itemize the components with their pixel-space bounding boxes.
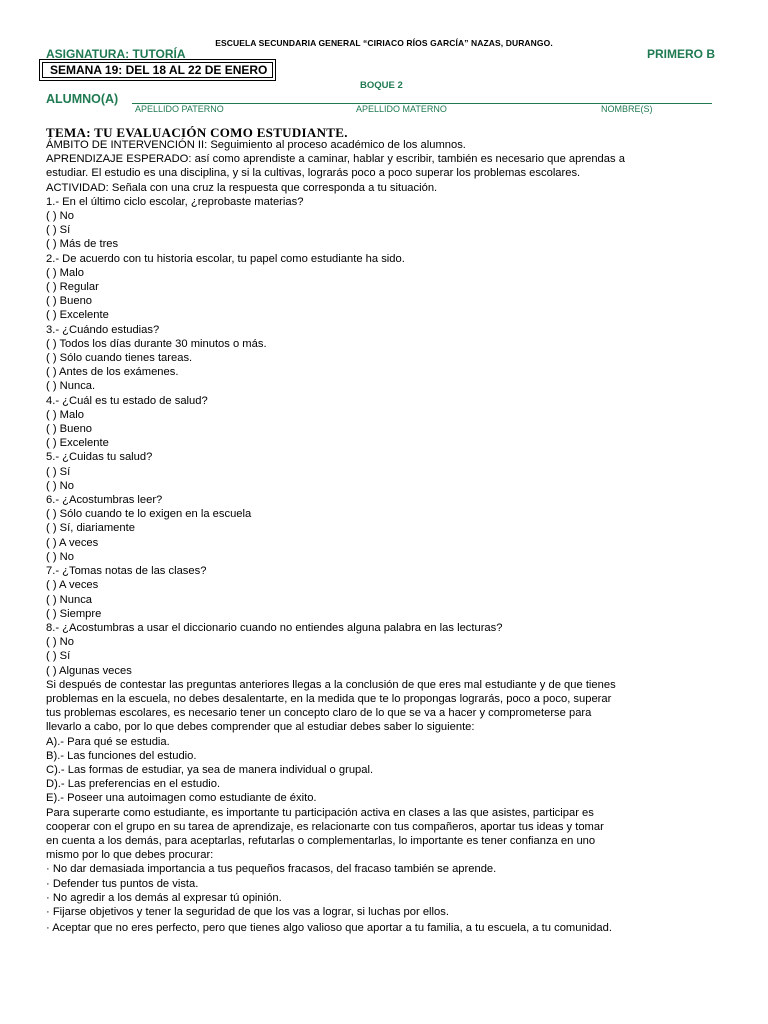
topic-title: TEMA: TU EVALUACIÓN COMO ESTUDIANTE. bbox=[46, 125, 348, 140]
paragraph-line: mismo por lo que debes procurar: bbox=[46, 849, 214, 862]
paragraph-line: cooperar con el grupo en su tarea de aprendizaje, es relacionarte con tus compañeros, aportar tus ideas y tomar bbox=[46, 820, 604, 833]
paragraph-line: llevarlo a cabo, por lo que debes comprender que al estudiar debes saber lo siguiente: bbox=[46, 721, 475, 734]
answer-option: ( ) Siempre bbox=[46, 607, 102, 620]
answer-option: ( ) No bbox=[46, 550, 74, 563]
bullet-item: · Defender tus puntos de vista. bbox=[46, 877, 199, 890]
answer-option: ( ) A veces bbox=[46, 536, 99, 549]
answer-option: ( ) Bueno bbox=[46, 295, 93, 308]
answer-option: ( ) Regular bbox=[46, 281, 99, 294]
answer-option: ( ) Antes de los exámenes. bbox=[46, 366, 179, 379]
list-item: D).- Las preferencias en el estudio. bbox=[46, 778, 221, 791]
answer-option: ( ) Bueno bbox=[46, 423, 93, 436]
question: 8.- ¿Acostumbras a usar el diccionario cuando no entiendes alguna palabra en las lecturas? bbox=[46, 621, 503, 634]
bullet-item: · Aceptar que no eres perfecto, pero que tienes algo valioso que aportar a tu familia, a tu escuela, a tu comunidad. bbox=[46, 922, 612, 935]
school-name: ESCUELA SECUNDARIA GENERAL “CIRIACO RÍOS GARCÍA” NAZAS, DURANGO. bbox=[215, 38, 553, 48]
question: 7.- ¿Tomas notas de las clases? bbox=[46, 565, 207, 578]
question: 3.- ¿Cuándo estudias? bbox=[46, 323, 160, 336]
answer-option: ( ) Excelente bbox=[46, 437, 109, 450]
answer-option: ( ) Sí bbox=[46, 650, 71, 663]
answer-option: ( ) Sólo cuando tienes tareas. bbox=[46, 352, 193, 365]
answer-option: ( ) Sí, diariamente bbox=[46, 522, 135, 535]
paragraph-line: Para superarte como estudiante, es importante tu participación activa en clases a las que asistes, participar es bbox=[46, 806, 594, 819]
week-box: SEMANA 19: DEL 18 AL 22 DE ENERO bbox=[42, 62, 273, 78]
answer-option: ( ) No bbox=[46, 479, 74, 492]
bullet-item: · Fijarse objetivos y tener la seguridad de que los vas a lograr, si luchas por ellos. bbox=[46, 905, 449, 918]
answer-option: ( ) Todos los días durante 30 minutos o más. bbox=[46, 337, 267, 350]
maternal-surname-label: APELLIDO MATERNO bbox=[356, 104, 447, 114]
document-body bbox=[46, 138, 716, 935]
question: 5.- ¿Cuidas tu salud? bbox=[46, 451, 153, 464]
paragraph-line: problemas en la escuela, no debes desalentarte, en la medida que te lo propongas lograrás, poco a poco, superar bbox=[46, 692, 612, 705]
answer-option: ( ) Sí bbox=[46, 224, 71, 237]
list-item: C).- Las formas de estudiar, ya sea de manera individual o grupal. bbox=[46, 763, 374, 776]
list-item: B).- Las funciones del estudio. bbox=[46, 749, 197, 762]
question: 6.- ¿Acostumbras leer? bbox=[46, 494, 163, 507]
list-item: A).- Para qué se estudia. bbox=[46, 735, 170, 748]
group-label: PRIMERO B bbox=[647, 47, 716, 61]
answer-option: ( ) Nunca. bbox=[46, 380, 96, 393]
question: 1.- En el último ciclo escolar, ¿reprobaste materias? bbox=[46, 195, 304, 208]
answer-option: ( ) No bbox=[46, 636, 74, 649]
list-item: E).- Poseer una autoimagen como estudiante de éxito. bbox=[46, 792, 317, 805]
answer-option: ( ) Sólo cuando te lo exigen en la escuela bbox=[46, 508, 252, 521]
body-line: ÁMBITO DE INTERVENCIÓN II: Seguimiento al proceso académico de los alumnos. bbox=[46, 139, 466, 151]
body-line: estudiar. El estudio es una disciplina, y si la cultivas, lograrás poco a poco superar los problemas escolares. bbox=[46, 167, 581, 180]
paragraph-line: en cuenta a los demás, para aceptarlas, refutarlas o complementarlas, lo importante es tener confianza en uno bbox=[46, 834, 596, 847]
question: 4.- ¿Cuál es tu estado de salud? bbox=[46, 394, 208, 407]
question: 2.- De acuerdo con tu historia escolar, tu papel como estudiante ha sido. bbox=[46, 252, 405, 265]
bullet-item: · No agredir a los demás al expresar tú opinión. bbox=[46, 891, 282, 904]
answer-option: ( ) No bbox=[46, 210, 74, 223]
answer-option: ( ) Más de tres bbox=[46, 238, 119, 251]
answer-option: ( ) Excelente bbox=[46, 309, 109, 322]
answer-option: ( ) Malo bbox=[46, 266, 84, 279]
student-label: ALUMNO(A) bbox=[46, 92, 119, 106]
answer-option: ( ) Sí bbox=[46, 465, 71, 478]
given-names-label: NOMBRE(S) bbox=[601, 104, 653, 114]
bullet-item: · No dar demasiada importancia a tus pequeños fracasos, del fracaso también se aprende. bbox=[46, 863, 497, 876]
paragraph-line: Si después de contestar las preguntas anteriores llegas a la conclusión de que eres mal estudiante y de que tienes bbox=[46, 678, 616, 691]
body-line: ACTIVIDAD: Señala con una cruz la respuesta que corresponda a tu situación. bbox=[46, 181, 438, 194]
subject-label: ASIGNATURA: TUTORÍA bbox=[46, 47, 186, 61]
paragraph-line: tus problemas escolares, es necesario tener un concepto claro de lo que se va a hacer y comprometerse para bbox=[46, 707, 592, 720]
answer-option: ( ) Malo bbox=[46, 408, 84, 421]
answer-option: ( ) Nunca bbox=[46, 593, 93, 606]
answer-option: ( ) A veces bbox=[46, 579, 99, 592]
paternal-surname-label: APELLIDO PATERNO bbox=[135, 104, 224, 114]
block-label: BOQUE 2 bbox=[360, 80, 403, 91]
answer-option: ( ) Algunas veces bbox=[46, 664, 132, 677]
body-line: APRENDIZAJE ESPERADO: así como aprendiste a caminar, hablar y escribir, también es necesario que aprendas a bbox=[46, 153, 625, 166]
